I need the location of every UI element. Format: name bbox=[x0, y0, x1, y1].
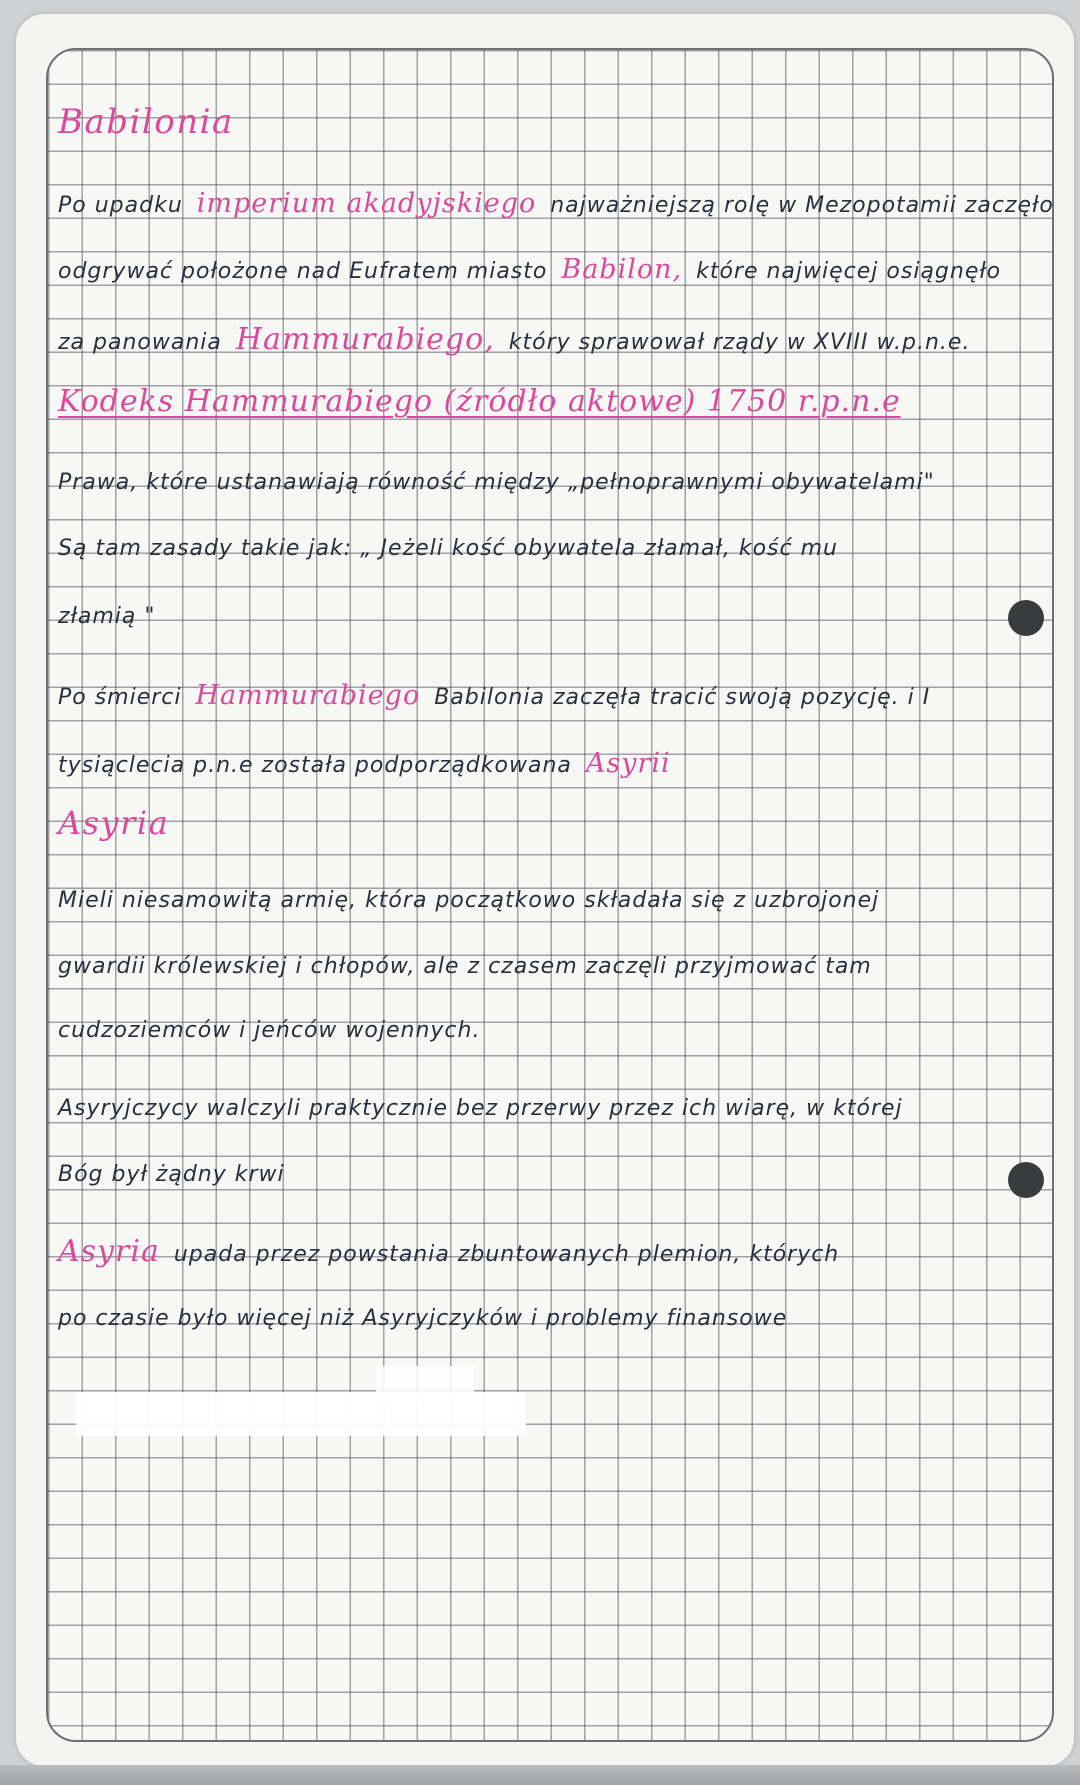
binder-hole bbox=[1008, 1162, 1044, 1198]
redaction-mark bbox=[76, 1392, 526, 1436]
subheading-kodeks: Kodeks Hammurabiego (źródło aktowe) 1750 r.p.n.e bbox=[58, 384, 901, 419]
note-line: za panowania Hammurabiego, który sprawował rządy w XVIII w.p.n.e. bbox=[58, 322, 971, 357]
note-line: Po upadku imperium akadyjskiego najważniejszą rolę w Mezopotamii zaczęło bbox=[58, 188, 1054, 219]
note-line: tysiąclecia p.n.e została podporządkowana Asyrii bbox=[58, 748, 671, 779]
note-line: Asyryjczycy walczyli praktycznie bez przerwy przez ich wiarę, w której bbox=[58, 1096, 903, 1121]
binder-hole bbox=[1008, 600, 1044, 636]
note-line: po czasie było więcej niż Asyryjczyków i problemy finansowe bbox=[58, 1306, 788, 1331]
note-line: gwardii królewskiej i chłopów, ale z czasem zaczęli przyjmować tam bbox=[58, 954, 872, 979]
note-line: odgrywać położone nad Eufratem miasto Babilon, które najwięcej osiągnęło bbox=[58, 254, 1002, 285]
note-line: Bóg był żądny krwi bbox=[58, 1162, 285, 1187]
heading-asyria: Asyria bbox=[58, 804, 170, 842]
notebook-page bbox=[16, 14, 1074, 1766]
note-line: złamią " bbox=[58, 604, 156, 629]
note-line: Są tam zasady takie jak: „ Jeżeli kość obywatela złamał, kość mu bbox=[58, 536, 838, 561]
page-edge-shadow bbox=[0, 1765, 1080, 1785]
note-line: Mieli niesamowitą armię, która początkowo składała się z uzbrojonej bbox=[58, 888, 880, 913]
heading-babilonia: Babilonia bbox=[58, 102, 234, 142]
note-line: Po śmierci Hammurabiego Babilonia zaczęła tracić swoją pozycję. i I bbox=[58, 680, 931, 711]
note-line: cudzoziemców i jeńców wojennych. bbox=[58, 1018, 481, 1043]
note-line: Prawa, które ustanawiają równość między „pełnoprawnymi obywatelami" bbox=[58, 470, 935, 495]
note-line: Asyria upada przez powstania zbuntowanych plemion, których bbox=[58, 1234, 840, 1269]
